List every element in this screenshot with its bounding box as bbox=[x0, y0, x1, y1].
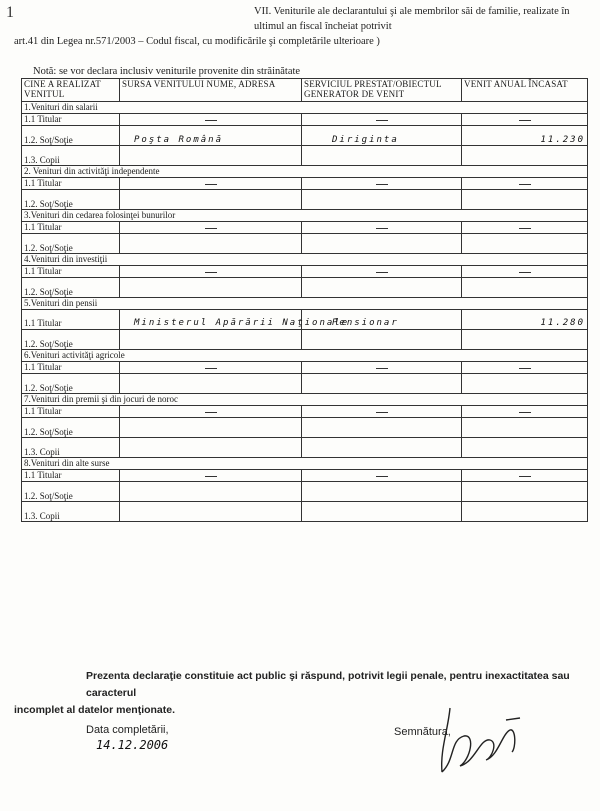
cell-label: 1.2. Soţ/Soţie bbox=[22, 482, 120, 502]
legal-statement-line-2: incomplet al datelor menţionate. bbox=[14, 704, 176, 716]
section-row bbox=[22, 350, 588, 362]
section-title: 5.Venituri din pensii bbox=[22, 298, 588, 310]
section-title: 7.Venituri din premii şi din jocuri de noroc bbox=[22, 394, 588, 406]
dash-mark bbox=[376, 476, 388, 477]
dash-mark bbox=[519, 184, 531, 185]
section-title: 6.Venituri activităţi agricole bbox=[22, 350, 588, 362]
table-row bbox=[22, 114, 588, 126]
dash-mark bbox=[205, 368, 217, 369]
cell-amount bbox=[462, 146, 588, 166]
cell-source bbox=[120, 114, 302, 126]
cell-amount bbox=[462, 502, 588, 522]
table-row bbox=[22, 482, 588, 502]
cell-label: 1.2. Soţ/Soţie bbox=[22, 374, 120, 394]
section-title: 1.Venituri din salarii bbox=[22, 102, 588, 114]
cell-label: 1.1 Titular bbox=[22, 310, 120, 330]
cell-amount bbox=[462, 374, 588, 394]
dash-mark bbox=[519, 476, 531, 477]
dash-mark bbox=[376, 228, 388, 229]
cell-service bbox=[302, 418, 462, 438]
cell-label: 1.1 Titular bbox=[22, 406, 120, 418]
cell-label: 1.1 Titular bbox=[22, 470, 120, 482]
table-row bbox=[22, 234, 588, 254]
dash-mark bbox=[205, 228, 217, 229]
note-text: Notă: se vor declara inclusiv veniturile provenite din străinătate bbox=[33, 66, 301, 77]
cell-label: 1.2. Soţ/Soţie bbox=[22, 418, 120, 438]
cell-label: 1.2. Soţ/Soţie bbox=[22, 278, 120, 298]
section-title: 2. Venituri din activităţi independente bbox=[22, 166, 588, 178]
cell-label: 1.2. Soţ/Soţie bbox=[22, 330, 120, 350]
cell-amount bbox=[462, 406, 588, 418]
section-row bbox=[22, 166, 588, 178]
dash-mark bbox=[376, 120, 388, 121]
cell-amount bbox=[462, 190, 588, 210]
corner-mark: 1 bbox=[6, 4, 14, 21]
cell-source bbox=[120, 278, 302, 298]
section-heading bbox=[14, 4, 589, 49]
cell-label: 1.1 Titular bbox=[22, 362, 120, 374]
dash-mark bbox=[376, 412, 388, 413]
cell-service bbox=[302, 470, 462, 482]
table-row bbox=[22, 126, 588, 146]
cell-service bbox=[302, 438, 462, 458]
cell-service bbox=[302, 146, 462, 166]
section-row bbox=[22, 298, 588, 310]
cell-amount bbox=[462, 362, 588, 374]
table-row bbox=[22, 278, 588, 298]
heading-line-2: art.41 din Legea nr.571/2003 – Codul fiscal, cu modificările şi completările ulterioare ) bbox=[14, 36, 380, 47]
dash-mark bbox=[205, 412, 217, 413]
dash-mark bbox=[205, 272, 217, 273]
cell-service bbox=[302, 406, 462, 418]
cell-label: 1.1 Titular bbox=[22, 114, 120, 126]
cell-amount bbox=[462, 482, 588, 502]
dash-mark bbox=[519, 120, 531, 121]
cell-service bbox=[302, 330, 462, 350]
table-row bbox=[22, 266, 588, 278]
cell-amount: 11.280 bbox=[462, 310, 588, 330]
cell-label: 1.1 Titular bbox=[22, 266, 120, 278]
cell-source: Ministerul Apărării Naţionale bbox=[120, 310, 302, 330]
cell-label: 1.2. Soţ/Soţie bbox=[22, 126, 120, 146]
cell-service bbox=[302, 482, 462, 502]
cell-service bbox=[302, 190, 462, 210]
cell-amount bbox=[462, 330, 588, 350]
cell-label: 1.2. Soţ/Soţie bbox=[22, 234, 120, 254]
section-title: 3.Venituri din cedarea folosinţei bunurilor bbox=[22, 210, 588, 222]
dash-mark bbox=[376, 368, 388, 369]
cell-label: 1.2. Soţ/Soţie bbox=[22, 190, 120, 210]
cell-amount bbox=[462, 438, 588, 458]
cell-source bbox=[120, 146, 302, 166]
table-row bbox=[22, 418, 588, 438]
dash-mark bbox=[205, 120, 217, 121]
header-source: SURSA VENITULUI NUME, ADRESA bbox=[120, 79, 302, 102]
date-label: Data completării, bbox=[86, 724, 169, 736]
cell-source bbox=[120, 234, 302, 254]
cell-service bbox=[302, 234, 462, 254]
table-row bbox=[22, 178, 588, 190]
cell-source bbox=[120, 482, 302, 502]
cell-source bbox=[120, 418, 302, 438]
cell-amount bbox=[462, 222, 588, 234]
section-row bbox=[22, 394, 588, 406]
cell-source bbox=[120, 374, 302, 394]
cell-service bbox=[302, 362, 462, 374]
dash-mark bbox=[519, 368, 531, 369]
cell-amount bbox=[462, 470, 588, 482]
cell-source bbox=[120, 362, 302, 374]
header-who: CINE A REALIZAT VENITUL bbox=[22, 79, 120, 102]
dash-mark bbox=[205, 476, 217, 477]
cell-label: 1.1 Titular bbox=[22, 178, 120, 190]
table-row bbox=[22, 190, 588, 210]
cell-source bbox=[120, 470, 302, 482]
cell-source bbox=[120, 438, 302, 458]
dash-mark bbox=[376, 272, 388, 273]
income-table-body bbox=[22, 102, 588, 522]
cell-amount bbox=[462, 266, 588, 278]
cell-service: Diriginta bbox=[302, 126, 462, 146]
cell-label: 1.1 Titular bbox=[22, 222, 120, 234]
table-row bbox=[22, 374, 588, 394]
table-header-row bbox=[22, 79, 588, 102]
heading-line-1: VII. Veniturile ale declarantului şi ale membrilor săi de familie, realizate în ultimul an fiscal încheiat potrivit bbox=[254, 6, 570, 32]
section-row bbox=[22, 102, 588, 114]
cell-amount bbox=[462, 278, 588, 298]
cell-source bbox=[120, 222, 302, 234]
cell-source bbox=[120, 190, 302, 210]
table-row bbox=[22, 438, 588, 458]
cell-service bbox=[302, 502, 462, 522]
cell-amount bbox=[462, 178, 588, 190]
table-row bbox=[22, 330, 588, 350]
section-row bbox=[22, 254, 588, 266]
cell-source bbox=[120, 178, 302, 190]
section-title: 4.Venituri din investiţii bbox=[22, 254, 588, 266]
cell-service bbox=[302, 266, 462, 278]
cell-amount bbox=[462, 418, 588, 438]
table-row bbox=[22, 310, 588, 330]
cell-service bbox=[302, 114, 462, 126]
signature-label: Semnătura, bbox=[394, 726, 451, 738]
table-row bbox=[22, 470, 588, 482]
dash-mark bbox=[519, 228, 531, 229]
cell-source bbox=[120, 266, 302, 278]
section-row bbox=[22, 458, 588, 470]
legal-statement-line-1: Prezenta declaraţie constituie act public şi răspund, potrivit legii penale, pentru inexactitatea sau caracterul bbox=[86, 670, 570, 699]
dash-mark bbox=[519, 412, 531, 413]
dash-mark bbox=[205, 184, 217, 185]
table-row bbox=[22, 406, 588, 418]
table-row bbox=[22, 362, 588, 374]
dash-mark bbox=[376, 184, 388, 185]
income-table bbox=[21, 78, 588, 522]
cell-service bbox=[302, 278, 462, 298]
cell-service bbox=[302, 374, 462, 394]
cell-label: 1.3. Copii bbox=[22, 438, 120, 458]
table-row bbox=[22, 222, 588, 234]
section-row bbox=[22, 210, 588, 222]
cell-source bbox=[120, 330, 302, 350]
handwritten-signature bbox=[420, 700, 530, 780]
cell-service bbox=[302, 222, 462, 234]
cell-service bbox=[302, 178, 462, 190]
header-service: SERVICIUL PRESTAT/OBIECTUL GENERATOR DE VENIT bbox=[302, 79, 462, 102]
cell-amount: 11.230 bbox=[462, 126, 588, 146]
table-row bbox=[22, 146, 588, 166]
date-value: 14.12.2006 bbox=[96, 738, 169, 752]
cell-amount bbox=[462, 114, 588, 126]
cell-source: Poşta Română bbox=[120, 126, 302, 146]
cell-source bbox=[120, 406, 302, 418]
table-row bbox=[22, 502, 588, 522]
dash-mark bbox=[519, 272, 531, 273]
cell-label: 1.3. Copii bbox=[22, 502, 120, 522]
header-amount: VENIT ANUAL ÎNCASAT bbox=[462, 79, 588, 102]
section-title: 8.Venituri din alte surse bbox=[22, 458, 588, 470]
cell-amount bbox=[462, 234, 588, 254]
cell-source bbox=[120, 502, 302, 522]
cell-label: 1.3. Copii bbox=[22, 146, 120, 166]
cell-service: Pensionar bbox=[302, 310, 462, 330]
